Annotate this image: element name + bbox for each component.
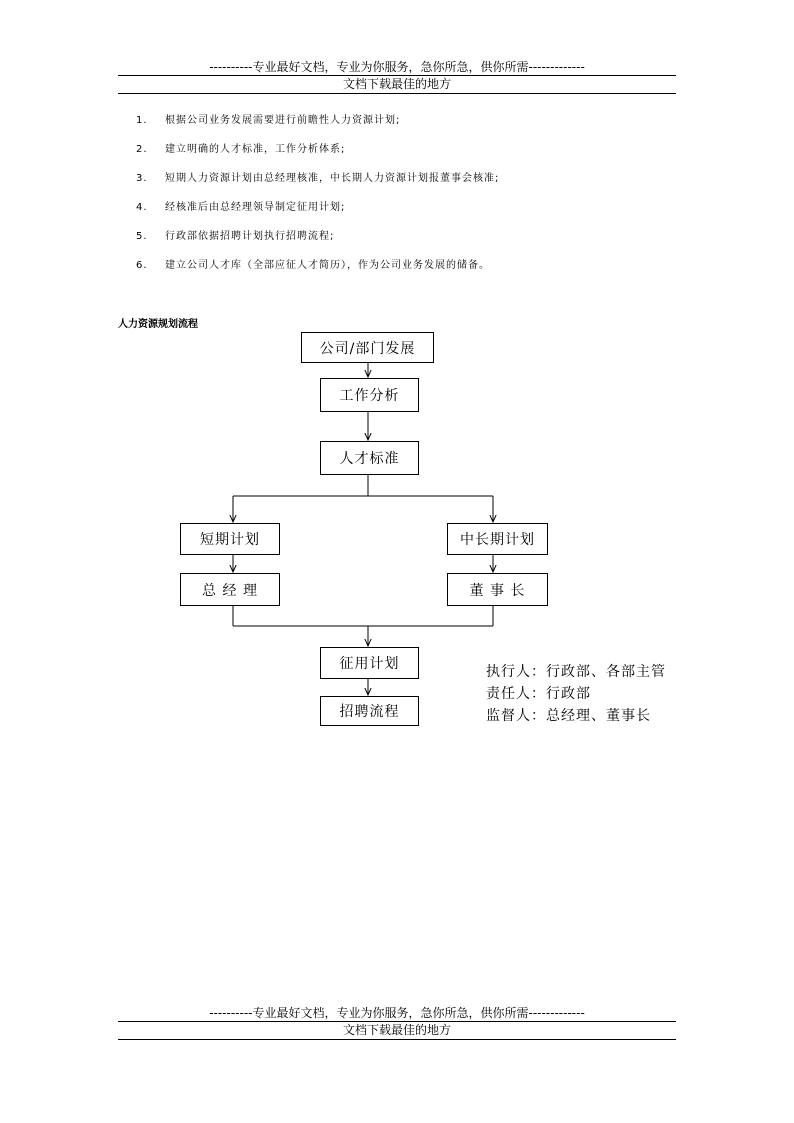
footer-tagline: ----------专业最好文档，专业为你服务，急你所急，供你所需------------- xyxy=(209,1006,585,1020)
list-item-number: 4. xyxy=(136,202,148,213)
flowchart-title: 人力资源规划流程 xyxy=(118,319,198,330)
list-item-text: 建立明确的人才标准，工作分析体系; xyxy=(165,144,346,155)
list-item-text: 根据公司业务发展需要进行前瞻性人力资源计划; xyxy=(165,115,401,126)
list-item-number: 1. xyxy=(136,115,148,126)
flow-box-hiring-process: 招聘流程 xyxy=(320,696,419,726)
flow-box-mid-long-term-plan: 中长期计划 xyxy=(447,523,548,555)
flow-box-company-development: 公司/部门发展 xyxy=(301,332,434,363)
list-item-text: 行政部依据招聘计划执行招聘流程; xyxy=(165,231,335,242)
list-item-text: 建立公司人才库（全部应征人才简历），作为公司业务发展的储备。 xyxy=(165,260,490,271)
flow-box-talent-standard: 人才标准 xyxy=(320,441,419,475)
flow-box-recruitment-plan: 征用计划 xyxy=(320,647,419,679)
flow-box-short-term-plan: 短期计划 xyxy=(180,523,280,555)
list-item-text: 经核准后由总经理领导制定征用计划; xyxy=(165,202,346,213)
supervisor-line: 监督人：总经理、董事长 xyxy=(486,708,651,724)
flow-box-general-manager: 总 经 理 xyxy=(180,573,280,606)
list-item-number: 5. xyxy=(136,231,148,242)
executor-line: 执行人：行政部、各部主管 xyxy=(486,664,666,680)
list-item-number: 6. xyxy=(136,260,148,271)
page-footer xyxy=(118,1005,676,1040)
flow-box-chairman: 董 事 长 xyxy=(447,573,548,606)
flow-box-job-analysis: 工作分析 xyxy=(320,378,419,412)
responsible-line: 责任人：行政部 xyxy=(486,686,591,702)
header-subtitle: 文档下载最佳的地方 xyxy=(118,76,676,94)
footer-subtitle: 文档下载最佳的地方 xyxy=(118,1022,676,1040)
list-item-number: 2. xyxy=(136,144,148,155)
roles-block xyxy=(486,661,666,727)
header-tagline: ----------专业最好文档，专业为你服务，急你所急，供你所需------------- xyxy=(209,60,585,74)
list-item-text: 短期人力资源计划由总经理核准，中长期人力资源计划报董事会核准; xyxy=(165,173,500,184)
list-item-number: 3. xyxy=(136,173,148,184)
